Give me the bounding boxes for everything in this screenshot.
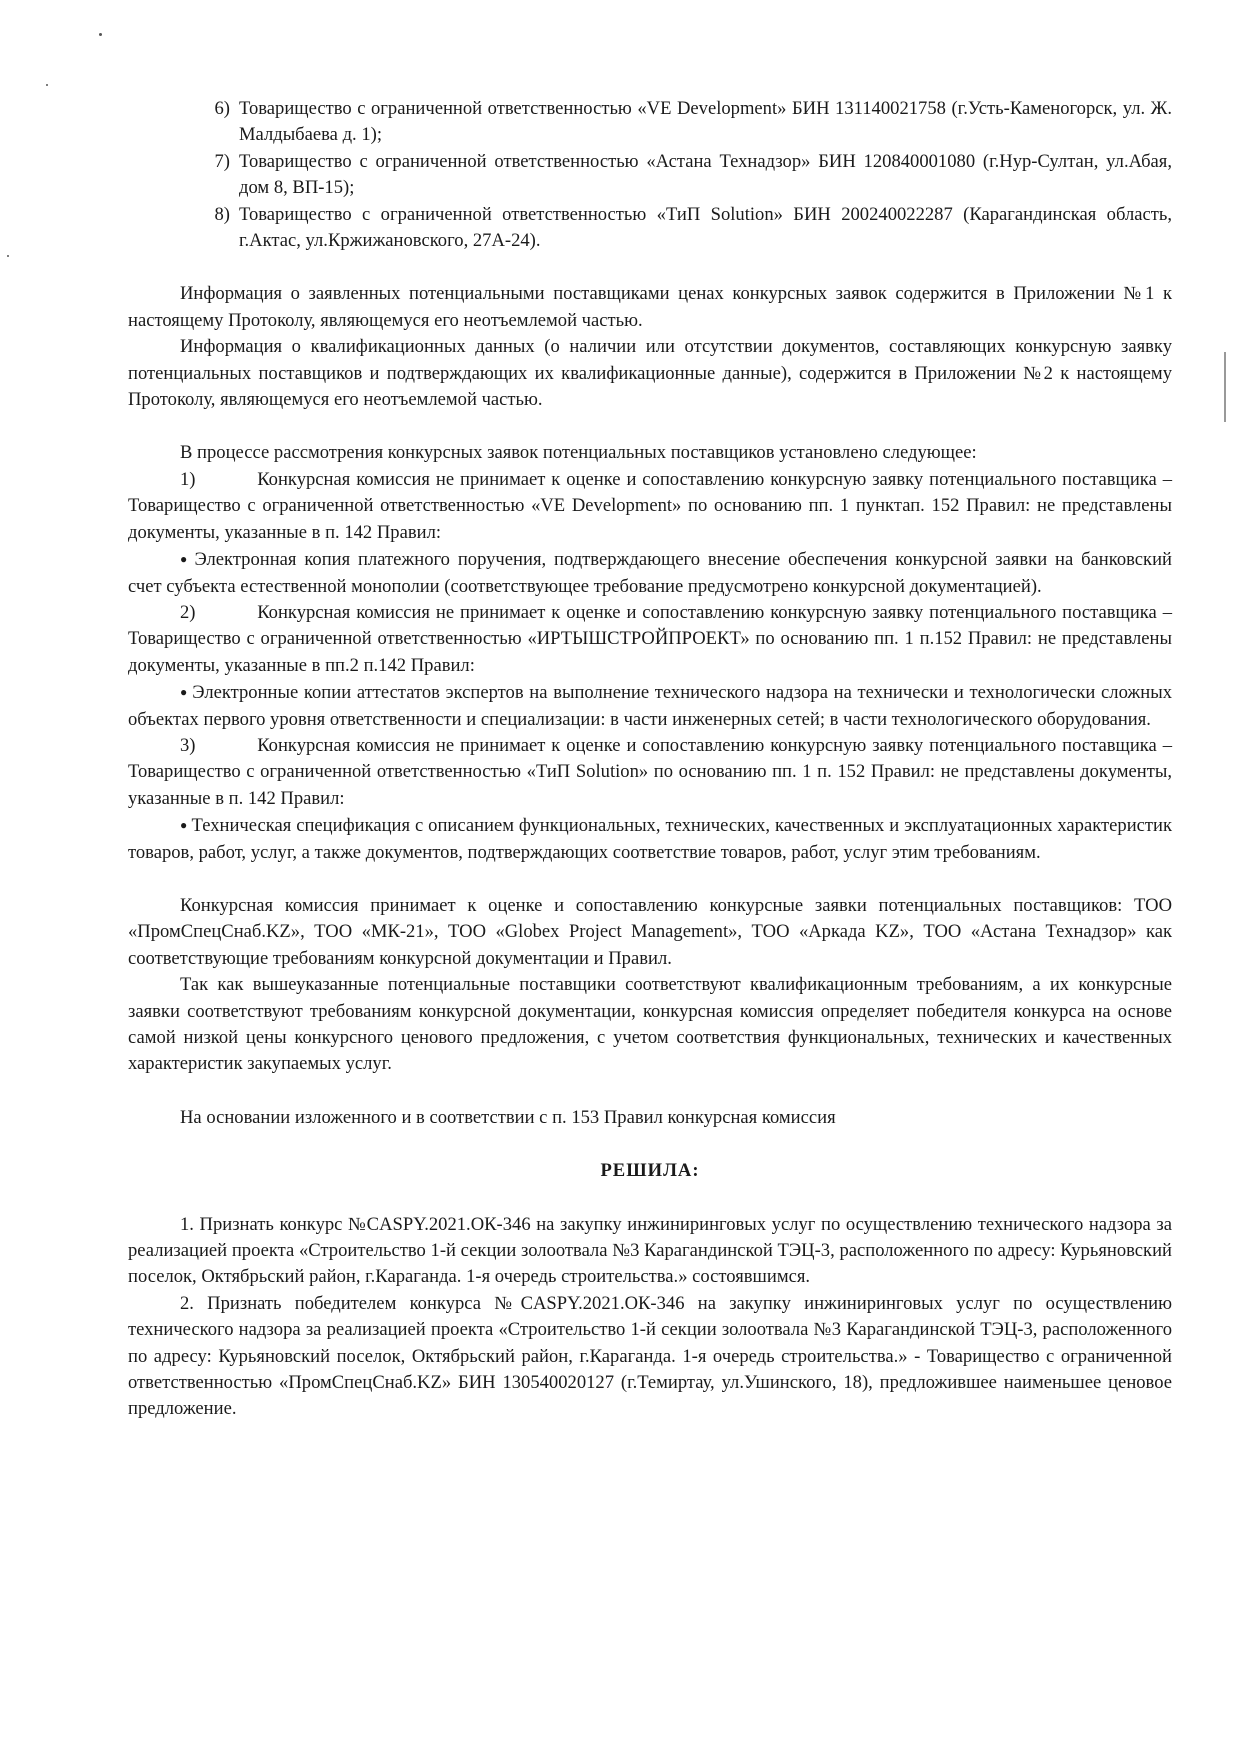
suppliers-list	[128, 96, 1172, 254]
list-item-number: 6)	[214, 98, 230, 119]
list-item-text: Товарищество с ограниченной ответственностью «Астана Технадзор» БИН 120840001080 (г.Нур-Султан, ул.Абая, дом 8, ВП-15);	[239, 150, 1172, 199]
bullet-text: Электронная копия платежного поручения, подтверждающего внесение обеспечения конкурсной заявки на банковский счет субъекта естественной монополии (соответствующее требование предусмотрено конкурсной документацией).	[128, 549, 1172, 597]
acceptance-paragraph: Так как вышеуказанные потенциальные поставщики соответствуют квалификационным требованиям, а их конкурсные заявки соответствуют требованиям конкурсной документации, конкурсная комиссия определяет победителя конкурса на основе самой низкой цены конкурсного ценового предложения, с учетом соответствия функциональных, технических и качественных характеристик закупаемых услуг.	[128, 974, 1172, 1075]
rejection-text	[128, 733, 1172, 812]
list-item-text: Товарищество с ограниченной ответственностью «VE Development» БИН 131140021758 (г.Усть-Каменогорск, ул. Ж. Малдыбаева д. 1);	[239, 98, 1172, 146]
rejection-number: 1)	[180, 468, 196, 490]
info-paragraph: Информация о заявленных потенциальными поставщиками ценах конкурсных заявок содержится в Приложении №1 к настоящему Протоколу, являющемуся его неотъемлемой частью.	[128, 283, 1172, 331]
bullet-text: Электронные копии аттестатов экспертов на выполнение технического надзора на технически и технологически сложных объектах первого уровня ответственности и специализации: в части инженерных сетей; в части технологического оборудования.	[128, 682, 1173, 730]
rejection-item	[128, 600, 1172, 733]
rejection-number: 3)	[180, 734, 196, 756]
spacer	[128, 413, 1172, 440]
rejection-bullet	[128, 546, 1172, 600]
list-item	[128, 202, 1172, 255]
basis-line: На основании изложенного и в соответствии с п. 153 Правил конкурсная комиссия	[180, 1106, 836, 1128]
rejection-item	[128, 733, 1172, 866]
rejection-text	[128, 600, 1172, 679]
decision-item: 2. Признать победителем конкурса №CASPY.2021.ОК-346 на закупку инжиниринговых услуг по осуществлению технического надзора за реализацией проекта «Строительство 1-й секции золоотвала №3 Карагандинской ТЭЦ-3, расположенного по адресу: Курьяновский поселок, Октябрьский район, г.Караганда. 1-я очередь строительства.» - Товарищество с ограниченной ответственностью «ПромСпецСнаб.KZ» БИН 130540020127 (г.Темиртау, ул.Ушинского, 18), предложившее наименьшее ценовое предложение.	[128, 1292, 1172, 1420]
list-item	[128, 96, 1172, 149]
list-item-text: Товарищество с ограниченной ответственностью «ТиП Solution» БИН 200240022287 (Карагандинская область, г.Актас, ул.Кржижановского, 27А-24).	[239, 203, 1172, 252]
rejection-number: 2)	[180, 601, 196, 623]
bullet-icon: ●	[180, 818, 188, 833]
spacer	[128, 1131, 1172, 1158]
rejection-bullet	[128, 812, 1172, 866]
list-item-number: 7)	[214, 150, 230, 172]
rejection-body: Конкурсная комиссия не принимает к оценке и сопоставлению конкурсную заявку потенциального поставщика – Товарищество с ограниченной ответственностью «ТиП Solution» по основанию пп. 1 п. 152 Правил: не представлены документы, указанные в п. 142 Правил:	[128, 734, 1172, 809]
acceptance-paragraph: Конкурсная комиссия принимает к оценке и сопоставлению конкурсные заявки потенциальных поставщиков: ТОО «ПромСпецСнаб.KZ», ТОО «МК-21», ТОО «Globex Project Management», ТОО «Аркада KZ», ТОО «Астана Технадзор» как соответствующие требованиям конкурсной документации и Правил.	[128, 894, 1172, 969]
scan-speck	[7, 255, 9, 257]
list-item	[128, 149, 1172, 202]
rejection-text	[128, 467, 1172, 546]
spacer	[128, 866, 1172, 893]
bullet-text: Техническая спецификация с описанием функциональных, технических, качественных и эксплуатационных характеристик товаров, работ, услуг, а также документов, подтверждающих соответствие товаров, работ, услуг этим требованиям.	[128, 815, 1173, 863]
rejection-bullet	[128, 679, 1172, 733]
info-paragraph: Информация о квалификационных данных (о наличии или отсутствии документов, составляющих конкурсную заявку потенциальных поставщиков и подтверждающих их квалификационные данные), содержится в Приложении №2 к настоящему Протоколу, являющемуся его неотъемлемой частью.	[128, 336, 1172, 411]
decision-title: РЕШИЛА:	[600, 1160, 700, 1182]
decision-item: 1. Признать конкурс №CASPY.2021.ОК-346 на закупку инжиниринговых услуг по осуществлению технического надзора за реализацией проекта «Строительство 1-й секции золоотвала №3 Карагандинской ТЭЦ-3, расположенного по адресу: Курьяновский поселок, Октябрьский район, г.Караганда. 1-я очередь строительства.» состоявшимся.	[128, 1213, 1172, 1288]
rejection-body: Конкурсная комиссия не принимает к оценке и сопоставлению конкурсную заявку потенциального поставщика – Товарищество с ограниченной ответственностью «ИРТЫШСТРОЙПРОЕКТ» по основанию пп. 1 п.152 Правил: не представлены документы, указанные в пп.2 п.142 Правил:	[128, 601, 1172, 676]
bullet-icon: ●	[180, 685, 189, 700]
scan-speck	[46, 84, 48, 86]
bullet-icon: ●	[180, 552, 191, 567]
spacer	[128, 1078, 1172, 1105]
rejection-item	[128, 467, 1172, 600]
scan-speck	[99, 33, 102, 36]
review-intro: В процессе рассмотрения конкурсных заявок потенциальных поставщиков установлено следующее:	[180, 442, 977, 464]
spacer	[128, 254, 1172, 281]
scan-edge-mark	[1224, 352, 1226, 422]
rejection-body: Конкурсная комиссия не принимает к оценке и сопоставлению конкурсную заявку потенциального поставщика – Товарищество с ограниченной ответственностью «VE Development» по основанию пп. 1 пунктап. 152 Правил: не представлены документы, указанные в п. 142 Правил:	[128, 468, 1172, 543]
list-item-number: 8)	[214, 203, 230, 225]
spacer	[128, 1185, 1172, 1212]
